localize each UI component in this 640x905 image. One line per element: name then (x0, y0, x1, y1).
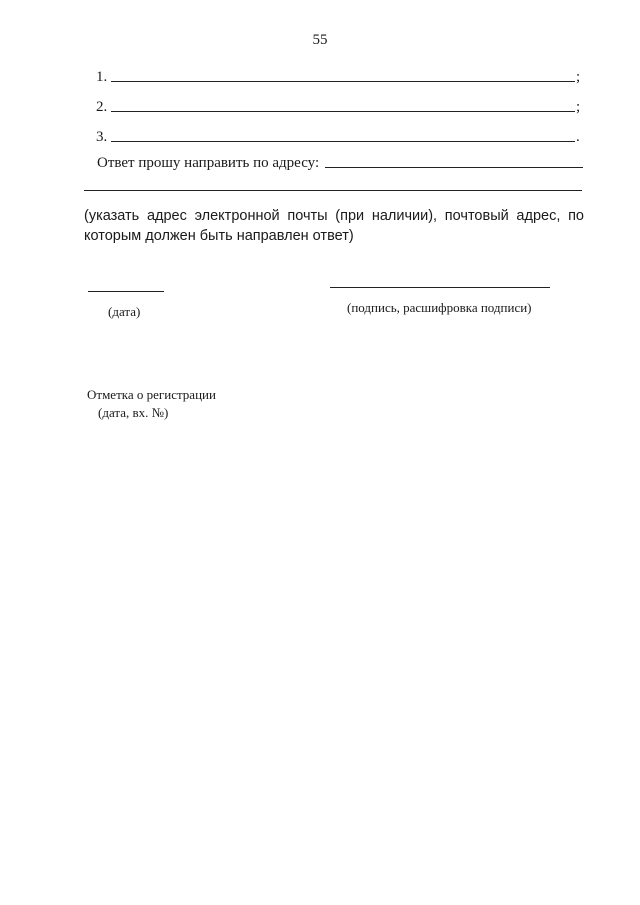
numbered-item-3 (96, 126, 586, 146)
item-number: 3. (96, 129, 108, 145)
signature-line (330, 287, 550, 288)
numbered-item-1 (96, 66, 586, 86)
fill-line (111, 141, 575, 142)
address-note: (указать адрес электронной почты (при наличии), почтовый адрес, по которым должен быть направлен ответ) (84, 208, 584, 244)
registration-subtitle: (дата, вх. №) (98, 405, 169, 420)
item-end-mark: . (576, 129, 580, 145)
registration-title: Отметка о регистрации (87, 387, 216, 402)
signature-caption: (подпись, расшифровка подписи) (347, 300, 532, 315)
date-caption: (дата) (108, 304, 141, 319)
address-fill-line (325, 167, 583, 168)
address-row (97, 152, 583, 172)
item-number: 1. (96, 69, 108, 85)
item-end-mark: ; (576, 99, 581, 115)
item-number: 2. (96, 99, 108, 115)
address-label: Ответ прошу направить по адресу: (97, 155, 320, 171)
fill-line (111, 111, 575, 112)
fill-line (111, 81, 575, 82)
numbered-item-2 (96, 96, 586, 116)
address-fill-line-2 (84, 190, 582, 191)
item-end-mark: ; (576, 69, 581, 85)
page-number: 55 (312, 32, 328, 48)
date-line (88, 291, 164, 292)
